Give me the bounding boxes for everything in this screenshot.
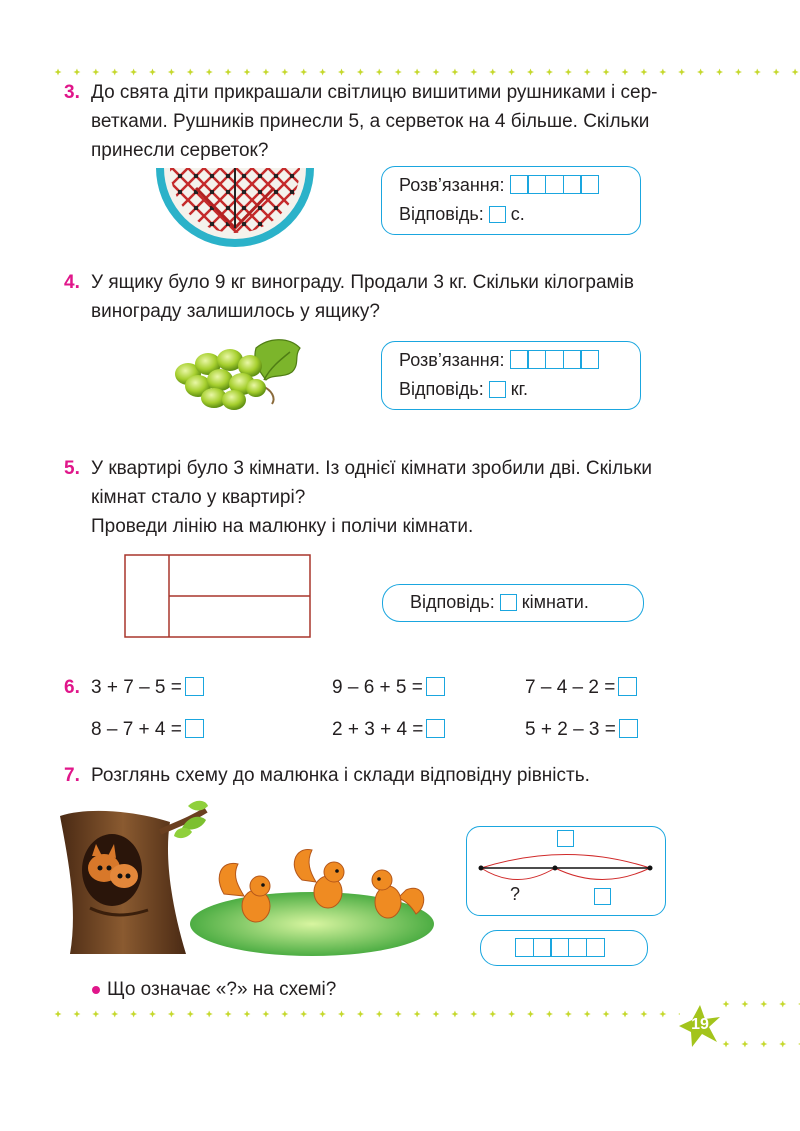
equation-row1-col2: 9 – 6 + 5 =: [332, 676, 445, 700]
task7-number: 7.: [64, 765, 80, 786]
task7-text: Розглянь схему до малюнка і склади відповідну рівність.: [91, 765, 590, 786]
answer-label: Відповідь:: [399, 379, 484, 399]
solution-label: Розв’язання:: [399, 350, 505, 370]
equation-row2-col2: 2 + 3 + 4 =: [332, 718, 445, 742]
page-number: 19: [691, 1016, 709, 1033]
grapes-image: [168, 334, 308, 412]
answer-unit: с.: [510, 204, 525, 224]
solution-label: Розв’язання:: [399, 175, 505, 195]
task3-answer-box: [381, 166, 641, 235]
task3-text-line1: До свята діти прикрашали світлицю вишитими рушниками і сер-: [91, 82, 658, 103]
answer-unit: кг.: [510, 379, 528, 399]
bottom-dotted-divider: [54, 1010, 680, 1018]
task5-text-line1: У квартирі було 3 кімнати. Із однієї кімнати зробили дві. Скільки: [91, 458, 653, 479]
answer-input-cell[interactable]: [489, 381, 506, 398]
answer-input-cell[interactable]: [500, 594, 517, 611]
scheme-bottom-input-cell[interactable]: [594, 888, 611, 905]
task7-bullet-question: Що означає «?» на схемі?: [107, 979, 337, 1000]
task6-number: 6.: [64, 677, 80, 698]
equation-row2-col3: 5 + 2 – 3 =: [525, 718, 638, 742]
answer-input-cell[interactable]: [619, 719, 638, 738]
task5-answer-row: [410, 588, 589, 617]
task5-text-line2: кімнат стало у квартирі?: [91, 487, 306, 508]
task7-equation-box: [480, 930, 648, 966]
answer-label: Відповідь:: [410, 592, 495, 612]
answer-input-cell[interactable]: [426, 677, 445, 696]
answer-input-cell[interactable]: [489, 206, 506, 223]
top-dotted-divider: [54, 68, 800, 76]
task5-text-line3: Проведи лінію на малюнку і полічи кімнати.: [91, 516, 474, 537]
scheme-top-input-cell[interactable]: [557, 830, 574, 847]
task4-number: 4.: [64, 272, 80, 293]
apartment-room-plan[interactable]: [124, 554, 312, 638]
task4-solution-row: [399, 346, 599, 375]
solution-answer-cells[interactable]: [510, 175, 600, 194]
task4-answer-box: [381, 341, 641, 410]
equation-row2-col1: 8 – 7 + 4 =: [91, 718, 204, 742]
answer-input-cell[interactable]: [426, 719, 445, 738]
equation-answer-cells[interactable]: [515, 938, 605, 957]
task4-text-line2: винограду залишилось у ящику?: [91, 301, 380, 322]
bottom-dotted-divider-right-upper: [722, 1000, 800, 1008]
equation-row1-col3: 7 – 4 – 2 =: [525, 676, 637, 700]
scheme-question-mark: ?: [510, 884, 521, 904]
task4-text-line1: У ящику було 9 кг винограду. Продали 3 кг. Скільки кілограмів: [91, 272, 634, 293]
task3-solution-row: [399, 171, 599, 200]
squirrels-on-meadow-image: [184, 838, 440, 958]
bottom-dotted-divider-right-lower: [722, 1040, 800, 1048]
task3-number: 3.: [64, 82, 80, 103]
answer-label: Відповідь:: [399, 204, 484, 224]
task4-answer-row: [399, 375, 528, 404]
bullet-icon: [92, 986, 100, 994]
answer-input-cell[interactable]: [185, 719, 204, 738]
page-number-badge: [678, 1004, 722, 1048]
answer-unit: кімнати.: [521, 592, 589, 612]
task3-text-line3: принесли серветок?: [91, 140, 269, 161]
task3-answer-row: [399, 200, 525, 229]
answer-input-cell[interactable]: [185, 677, 204, 696]
equation-row1-col1: 3 + 7 – 5 =: [91, 676, 204, 700]
answer-input-cell[interactable]: [618, 677, 637, 696]
solution-answer-cells[interactable]: [510, 350, 600, 369]
task3-text-line2: ветками. Рушників принесли 5, а серветок на 4 більше. Скільки: [91, 111, 650, 132]
task5-number: 5.: [64, 458, 80, 479]
task5-answer-box: [382, 584, 644, 622]
embroidered-napkin-image: [156, 168, 314, 248]
scheme-box: [466, 826, 666, 916]
